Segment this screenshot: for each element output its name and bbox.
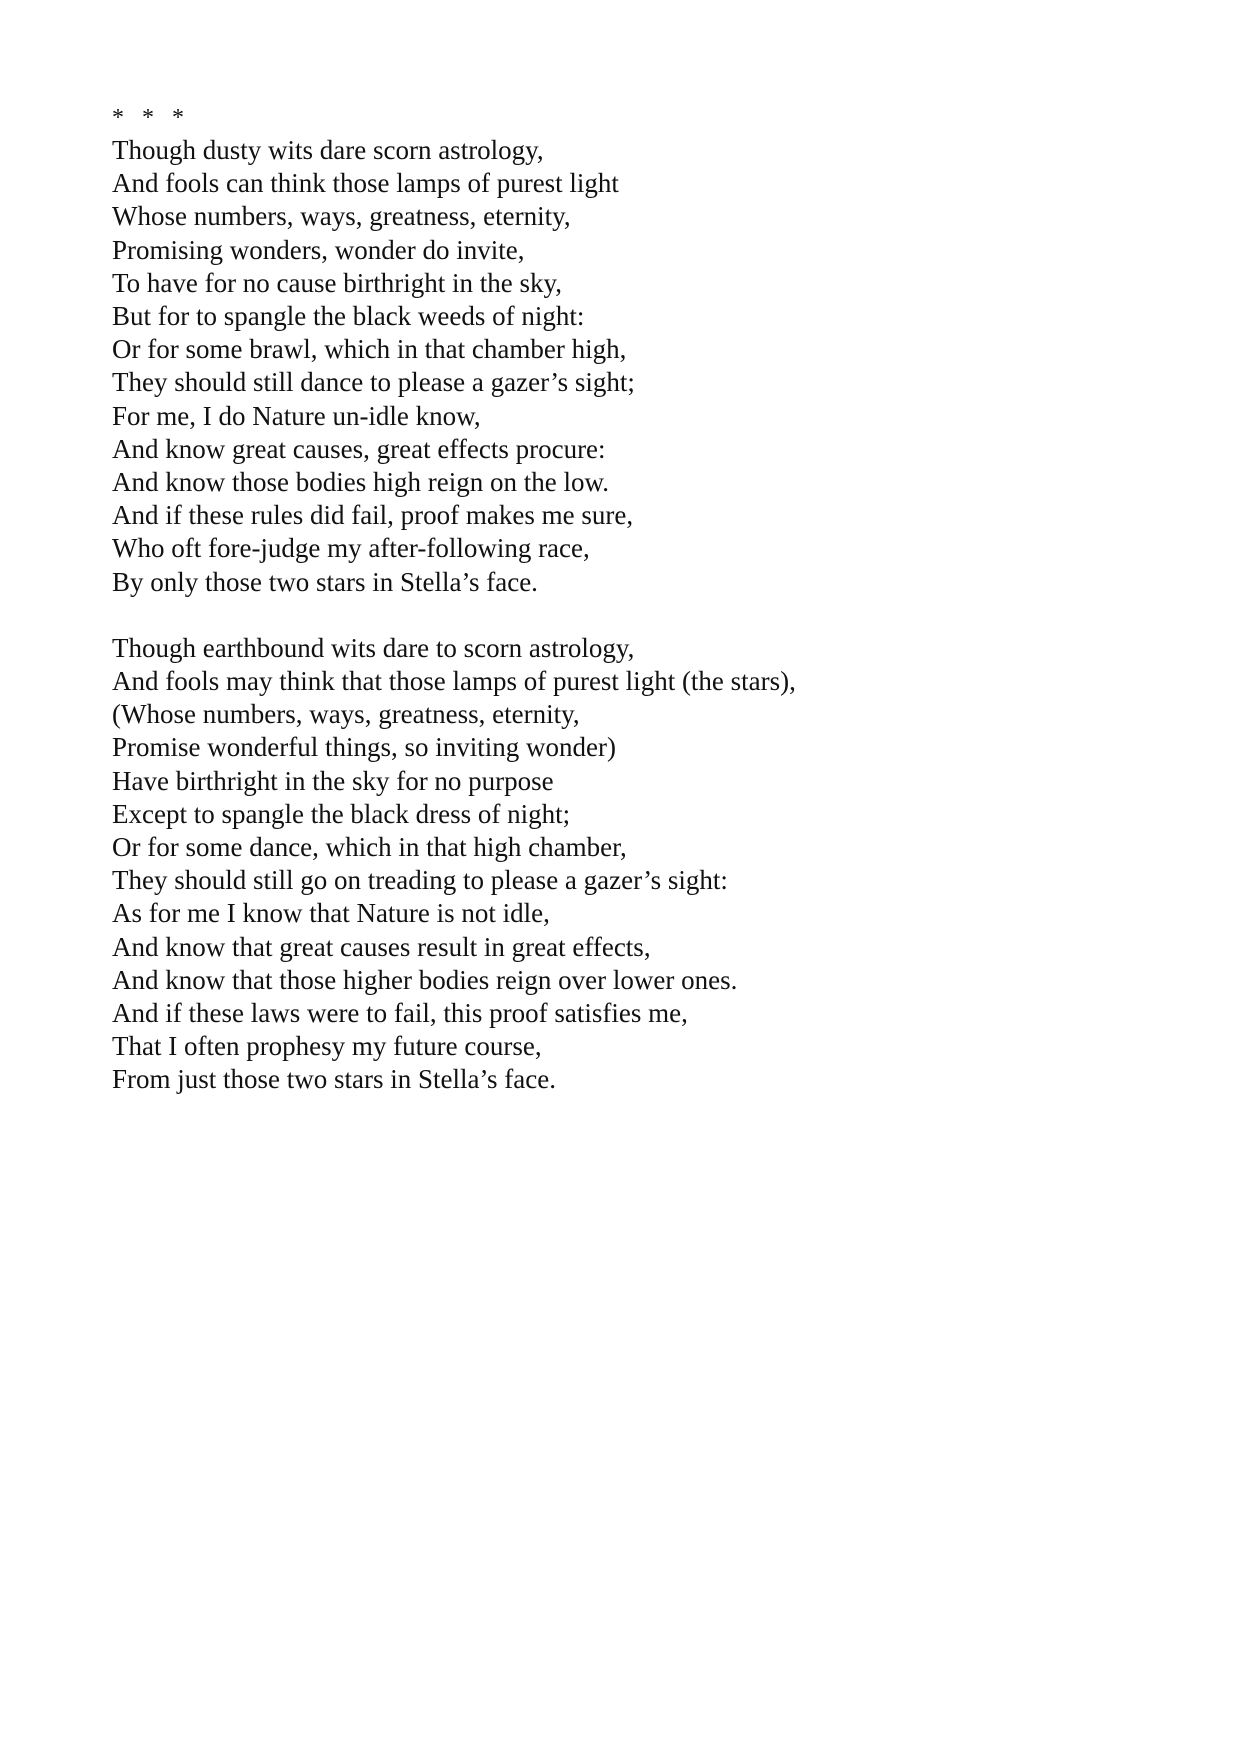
poem-line: That I often prophesy my future course, bbox=[112, 1031, 542, 1062]
poem-line: (Whose numbers, ways, greatness, eternity, bbox=[112, 699, 580, 730]
poem-line: Though earthbound wits dare to scorn astrology, bbox=[112, 632, 635, 663]
poem-line: And if these rules did fail, proof makes me sure, bbox=[112, 500, 634, 531]
poem-line: Or for some brawl, which in that chamber high, bbox=[112, 334, 627, 365]
poem-line: By only those two stars in Stella’s face. bbox=[112, 566, 538, 597]
poem-line: And know that those higher bodies reign over lower ones. bbox=[112, 964, 738, 995]
poem-line: And know that great causes result in great effects, bbox=[112, 931, 651, 962]
poem-line: Have birthright in the sky for no purpose bbox=[112, 765, 554, 796]
poem-line: From just those two stars in Stella’s face. bbox=[112, 1064, 556, 1095]
original-sonnet-stanza bbox=[112, 134, 1152, 599]
poem-line: Though dusty wits dare scorn astrology, bbox=[112, 135, 544, 165]
poem-line: Or for some dance, which in that high chamber, bbox=[112, 832, 627, 863]
poem-line: For me, I do Nature un-idle know, bbox=[112, 400, 481, 431]
poem-line: As for me I know that Nature is not idle, bbox=[112, 898, 550, 929]
poem-line: And if these laws were to fail, this proof satisfies me, bbox=[112, 998, 688, 1029]
poem-line: And know great causes, great effects procure: bbox=[112, 433, 606, 464]
poem-line: Except to spangle the black dress of night; bbox=[112, 798, 571, 829]
poem-line: And know those bodies high reign on the low. bbox=[112, 467, 609, 498]
poem-line: Who oft fore-judge my after-following race, bbox=[112, 533, 590, 564]
poem-line: And fools may think that those lamps of purest light (the stars), bbox=[112, 666, 796, 697]
section-separator: * * * bbox=[112, 105, 184, 131]
poem-line: Promise wonderful things, so inviting wonder) bbox=[112, 732, 616, 763]
document-page bbox=[112, 104, 1152, 1097]
paraphrase-stanza bbox=[112, 632, 1152, 1097]
poem-line: And fools can think those lamps of purest light bbox=[112, 168, 619, 199]
poem-line: But for to spangle the black weeds of night: bbox=[112, 301, 585, 332]
poem-line: To have for no cause birthright in the sky, bbox=[112, 267, 562, 298]
poem-line: They should still dance to please a gazer’s sight; bbox=[112, 367, 635, 398]
poem-line: They should still go on treading to please a gazer’s sight: bbox=[112, 865, 728, 896]
poem-line: Whose numbers, ways, greatness, eternity, bbox=[112, 201, 571, 232]
poem-line: Promising wonders, wonder do invite, bbox=[112, 234, 525, 265]
